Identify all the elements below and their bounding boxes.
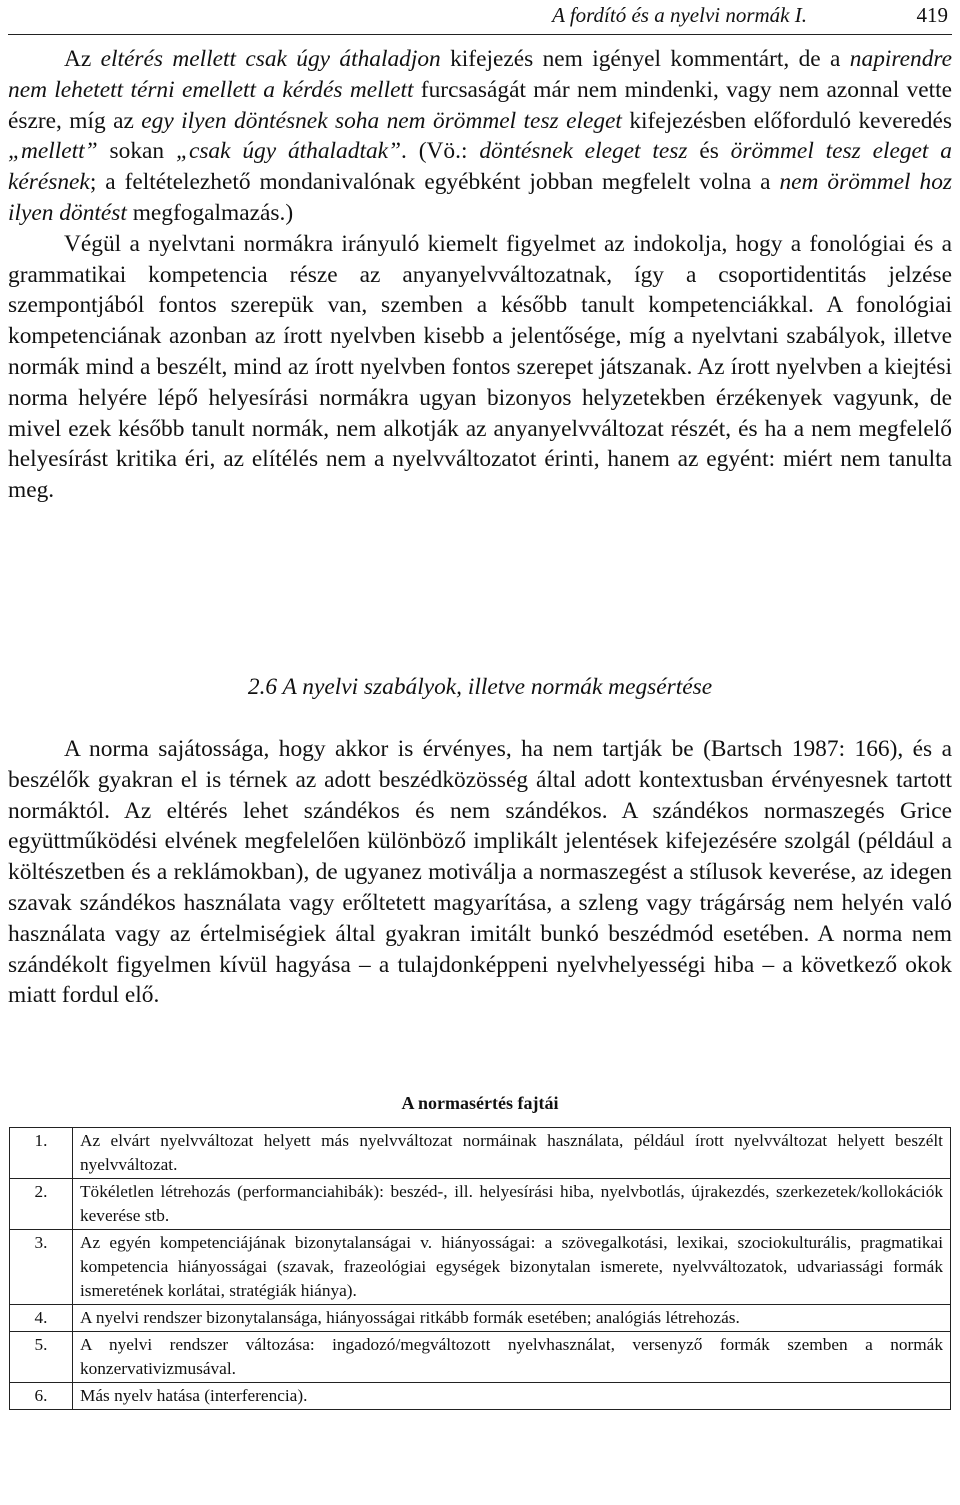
row-number: 6.: [10, 1383, 73, 1410]
text-run: kifejezés nem igényel kommentárt, de a: [440, 46, 850, 72]
running-title: A fordító és a nyelvi normák I.: [552, 3, 807, 27]
italic-example: egy ilyen döntésnek soha nem örömmel tesz eleget: [141, 107, 622, 134]
italic-example: napirendre nem lehetett térni emellett a kérdés mellett: [8, 46, 953, 103]
row-number: 2.: [10, 1179, 73, 1230]
page-number: 419: [916, 3, 948, 27]
text-run: kifejezésben előforduló keveredés: [621, 107, 952, 134]
text-run: ; a feltételezhető mondanivalónak egyébként jobban megfelelt volna a: [89, 169, 780, 196]
italic-example: „mellett”: [8, 138, 98, 165]
italic-example: „csak úgy áthaladtak”: [175, 138, 402, 165]
row-number: 5.: [10, 1332, 73, 1383]
row-text: Tökéletlen létrehozás (performanciahibák): beszéd-, ill. helyesírási hiba, nyelvbotlás, újrakezdés, szerkezetek/kollokációk keverése stb.: [73, 1179, 951, 1230]
section-heading: 2.6 A nyelvi szabályok, illetve normák megsértése: [247, 674, 713, 700]
text-run: . (Vö.:: [401, 138, 480, 165]
row-text: Az elvárt nyelvváltozat helyett más nyelvváltozat normáinak használata, például írott nyelvváltozat helyett beszélt nyelvváltozat.: [73, 1128, 951, 1179]
table-row: [10, 1383, 951, 1410]
paragraph-3: A norma sajátossága, hogy akkor is érvényes, ha nem tartják be (Bartsch 1987: 166), és a beszélők gyakran el is térnek az adott beszédközösség által adott kontextusban érvényesnek tartott normáktól. Az eltérés lehet szándékos és nem szándékos. A szándékos normaszegés Grice együttműködési elvének megfelelően különböző implikált jelentések kifejezésére szolgál (például a költészetben és a reklámokban), de ugyanez motiválja a normaszegést a stílusok keverése, az idegen szavak szándékos használata vagy erőltetett magyarítása, a szleng vagy trágárság nem helyén való használata vagy az értelmiségiek által gyakran imitált bunkó beszédmód esetében. A norma nem szándékolt figyelmen kívül hagyása – a tulajdonképpeni nyelvhelyességi hiba – a következő okok miatt fordul elő.: [8, 736, 952, 1009]
italic-example: nem örömmel hoz ilyen döntést: [8, 169, 952, 226]
row-text: A nyelvi rendszer változása: ingadozó/megváltozott nyelvhasználat, versenyző formák szemben a normák konzervativizmusával.: [73, 1332, 951, 1383]
text-run: megfogalmazás.): [126, 199, 294, 226]
table-row: [10, 1332, 951, 1383]
paragraph-1: [8, 44, 952, 229]
row-number: 1.: [10, 1128, 73, 1179]
text-run: Az: [64, 46, 101, 72]
text-run: furcsaságát már nem mindenki, vagy nem azonnal vette észre, míg az: [8, 76, 953, 134]
body-text-bottom: [8, 734, 952, 1011]
table-row: [10, 1305, 951, 1332]
table-title: A normasértés fajtái: [401, 1093, 559, 1113]
norm-violation-table: [9, 1127, 951, 1410]
table-row: [10, 1230, 951, 1305]
text-run: sokan: [97, 138, 176, 165]
italic-example: döntésnek eleget tesz: [479, 138, 688, 165]
italic-example: örömmel tesz eleget a kérésnek: [8, 138, 952, 196]
text-run: és: [687, 138, 731, 165]
table-row: [10, 1128, 951, 1179]
row-text: A nyelvi rendszer bizonytalansága, hiányosságai ritkább formák esetében; analógiás létrehozás.: [73, 1305, 951, 1332]
italic-example: eltérés mellett csak úgy áthaladjon: [100, 46, 441, 72]
row-text: Más nyelv hatása (interferencia).: [73, 1383, 951, 1410]
body-text-top: [8, 44, 952, 506]
table-row: [10, 1179, 951, 1230]
paragraph-2: Végül a nyelvtani normákra irányuló kiemelt figyelmet az indokolja, hogy a fonológiai és a grammatikai kompetencia része az anyanyelvváltozatnak, így a csoportidentitás jelzése szempontjából fontos szerepük van, szemben a később tanult kompetenciákkal. A fonológiai kompetenciának azonban az írott nyelvben kisebb a jelentősége, míg a nyelvtani szabályok, illetve normák mind a beszélt, mind az írott nyelvben fontos szerepet játszanak. Az írott nyelvben a kiejtési norma helyére lépő helyesírási normákra ugyan bizonyos helyzetekben érzékenyek vagyunk, de mivel ezek később tanult normák, nem alkotják az anyanyelvváltozat részét, és ha a nem megfelelő helyesírást kritika éri, az elítélés nem a nyelvváltozatot érinti, hanem az egyént: miért nem tanulta meg.: [8, 230, 952, 504]
row-number: 4.: [10, 1305, 73, 1332]
page-header: [8, 0, 952, 35]
row-number: 3.: [10, 1230, 73, 1305]
row-text: Az egyén kompetenciájának bizonytalanságai v. hiányosságai: a szövegalkotási, lexikai, szociokulturális, pragmatikai kompetencia hiányosságai (szavak, frazeológiai egységek bizonytalan ismerete, nyelvváltozatok, udvariassági formák ismeretének korlátai, stratégiák hiánya).: [73, 1230, 951, 1305]
